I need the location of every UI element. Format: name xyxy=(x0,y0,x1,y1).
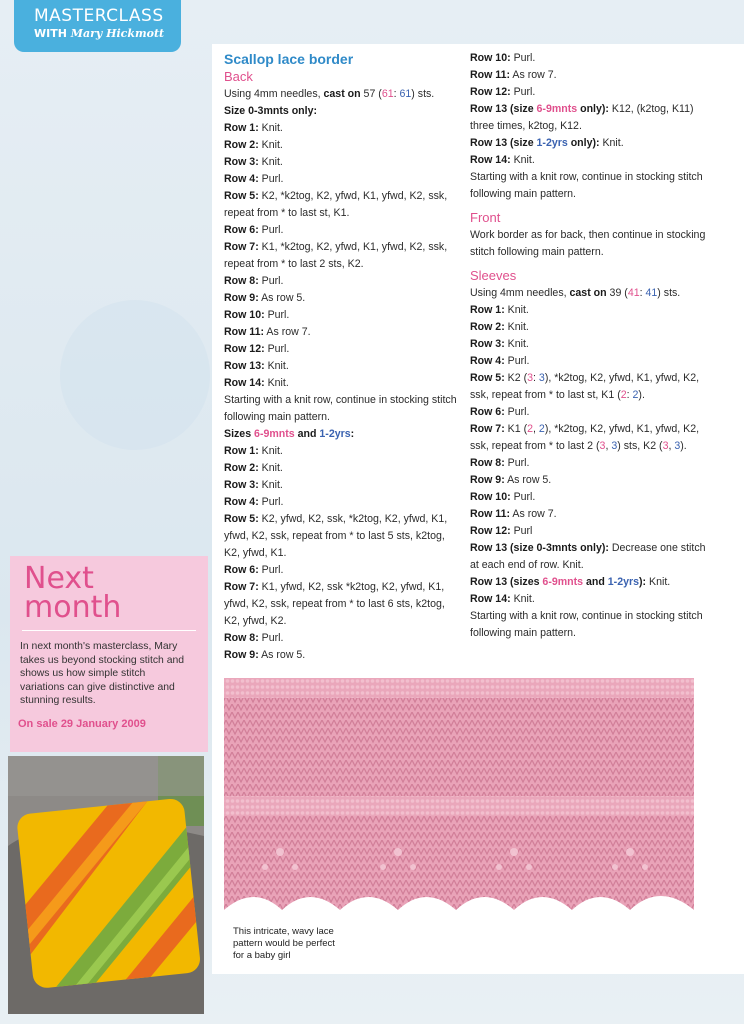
pattern-line xyxy=(470,455,710,472)
pattern-line xyxy=(224,103,460,120)
text-run: 3 xyxy=(527,372,534,384)
pattern-line xyxy=(470,540,710,574)
text-run: Starting with a knit row, continue in stocking stitch following main pattern. xyxy=(470,610,703,639)
pattern-line xyxy=(224,341,460,358)
text-run: Row 9: xyxy=(470,474,505,486)
pattern-line xyxy=(470,404,710,421)
text-run: 3 xyxy=(674,440,681,452)
text-run: Purl. xyxy=(510,86,536,98)
text-run: Row 1: xyxy=(470,304,505,316)
text-run: Knit. xyxy=(504,338,529,350)
text-run: Row 10: xyxy=(470,491,511,503)
pattern-line xyxy=(224,443,460,460)
text-run: Knit. xyxy=(504,321,529,333)
text-run: Purl. xyxy=(510,491,536,503)
text-run: Row 14: xyxy=(224,377,265,389)
text-run: Row 6: xyxy=(224,224,259,236)
text-run: cast on xyxy=(323,88,361,100)
text-run: Row 2: xyxy=(224,139,259,151)
text-run: Knit. xyxy=(258,462,283,474)
text-run: Purl. xyxy=(258,275,284,287)
text-run: Row 13 (size xyxy=(470,137,537,149)
badge-title: MASTERCLASS xyxy=(34,6,164,26)
text-run: Row 9: xyxy=(224,292,259,304)
pattern-line xyxy=(224,647,460,664)
text-run: Row 7: xyxy=(470,423,505,435)
text-run: : xyxy=(533,372,539,384)
text-run: Row 4: xyxy=(470,355,505,367)
next-month-title-line1: Next xyxy=(24,561,94,596)
text-run: K1, yfwd, K2, ssk *k2tog, K2, yfwd, K1, yfwd, K2, ssk, repeat from * to last 6 sts, k2tog, K2, yfwd, K2. xyxy=(224,581,445,627)
text-run: K2, *k2tog, K2, yfwd, K1, yfwd, K2, ssk, repeat from * to last st, K1. xyxy=(224,190,448,219)
text-run: Knit. xyxy=(258,445,283,457)
pattern-line xyxy=(224,562,460,579)
pattern-line xyxy=(470,302,710,319)
text-run: Knit. xyxy=(258,156,283,168)
text-run: Knit. xyxy=(646,576,671,588)
pattern-line xyxy=(224,120,460,137)
text-run: 2 xyxy=(538,423,545,435)
text-run: As row 5. xyxy=(258,292,306,304)
section-subheading: Sleeves xyxy=(470,268,517,283)
text-run: : xyxy=(350,428,355,440)
text-run: Purl. xyxy=(258,224,284,236)
text-run: Purl. xyxy=(264,309,290,321)
text-run: , xyxy=(605,440,612,452)
pattern-column-left xyxy=(224,50,460,664)
text-run: Row 3: xyxy=(224,156,259,168)
masterclass-badge xyxy=(14,0,181,52)
pattern-line xyxy=(224,375,460,392)
text-run: Row 6: xyxy=(470,406,505,418)
pattern-line xyxy=(470,319,710,336)
text-run: 3 xyxy=(538,372,545,384)
pattern-line xyxy=(224,222,460,239)
text-run: Purl. xyxy=(504,355,530,367)
text-run: Purl. xyxy=(258,173,284,185)
text-run: Purl. xyxy=(510,52,536,64)
text-run: Knit. xyxy=(504,304,529,316)
pattern-line xyxy=(470,227,710,261)
text-run: ) sts. xyxy=(411,88,435,100)
text-run: Row 3: xyxy=(470,338,505,350)
section-heading: Scallop lace border xyxy=(224,51,354,67)
text-run: ) sts. xyxy=(657,287,681,299)
text-run: 1-2yrs xyxy=(319,428,351,440)
pattern-line xyxy=(470,370,710,404)
text-run: Row 13 (sizes xyxy=(470,576,543,588)
text-run: Purl. xyxy=(258,564,284,576)
pattern-line xyxy=(470,353,710,370)
text-run: 41 xyxy=(645,287,658,299)
text-run: ), *k2tog, K2, yfwd, K1, yfwd, K2, ssk, repeat from * to last 2 ( xyxy=(470,423,700,452)
text-run: 41 xyxy=(627,287,640,299)
text-run: 61 xyxy=(399,88,412,100)
text-run: Row 10: xyxy=(470,52,511,64)
text-run: Row 14: xyxy=(470,154,511,166)
lace-border-swatch-photo xyxy=(220,672,700,922)
text-run: Row 11: xyxy=(224,326,265,338)
text-run: Row 3: xyxy=(224,479,259,491)
pattern-line xyxy=(224,511,460,562)
text-run: Row 7: xyxy=(224,581,259,593)
pattern-line xyxy=(224,137,460,154)
text-run: only): xyxy=(567,137,600,149)
text-run: and xyxy=(583,576,608,588)
badge-with: WITH xyxy=(34,27,67,40)
text-run: 57 ( xyxy=(360,88,382,100)
text-run: K2, yfwd, K2, ssk, *k2tog, K2, yfwd, K1, yfwd, K2, ssk, repeat from * to last 5 sts, k2tog, K2, yfwd, K1. xyxy=(224,513,448,559)
text-run: Row 12: xyxy=(470,525,511,537)
pattern-line xyxy=(470,608,710,642)
text-run: Starting with a knit row, continue in stocking stitch following main pattern. xyxy=(224,394,457,423)
text-run: Knit. xyxy=(258,139,283,151)
pattern-line xyxy=(470,336,710,353)
pattern-line xyxy=(470,50,710,67)
text-run: Row 7: xyxy=(224,241,259,253)
text-run: : xyxy=(393,88,400,100)
text-run: Row 5: xyxy=(224,190,259,202)
text-run: Purl. xyxy=(258,632,284,644)
cushion-photo xyxy=(8,756,204,1014)
text-run: As row 7. xyxy=(510,508,557,520)
pattern-line xyxy=(224,477,460,494)
text-run: Row 5: xyxy=(470,372,505,384)
text-run: Size 0-3mnts only: xyxy=(224,105,318,117)
text-run: Purl. xyxy=(264,343,290,355)
on-sale-date: 29 January 2009 xyxy=(60,718,146,730)
next-month-title-line2: month xyxy=(24,590,122,625)
pattern-line xyxy=(470,523,710,540)
text-run: 1-2yrs xyxy=(607,576,639,588)
pattern-line xyxy=(470,101,710,135)
text-run: ). xyxy=(680,440,687,452)
text-run: 6-9mnts xyxy=(536,103,578,115)
text-run: As row 5. xyxy=(258,649,306,661)
next-month-divider xyxy=(22,630,196,631)
background-decoration xyxy=(60,300,210,450)
pattern-line xyxy=(224,239,460,273)
text-run: Row 11: xyxy=(470,69,511,81)
pattern-line xyxy=(470,421,710,455)
text-run: Knit. xyxy=(510,154,535,166)
text-run: 3 xyxy=(599,440,606,452)
text-run: 3 xyxy=(662,440,669,452)
text-run: Row 9: xyxy=(224,649,259,661)
pattern-line xyxy=(224,290,460,307)
text-run: and xyxy=(294,428,320,440)
text-run: Using 4mm needles, xyxy=(224,88,324,100)
text-run: Row 5: xyxy=(224,513,259,525)
section-subheading: Back xyxy=(224,69,253,84)
text-run: Row 8: xyxy=(470,457,505,469)
text-run: As row 5. xyxy=(504,474,552,486)
pattern-line xyxy=(470,67,710,84)
text-run: ). xyxy=(638,389,645,401)
text-run: 2 xyxy=(632,389,639,401)
text-run: cast on xyxy=(569,287,607,299)
text-run: : xyxy=(626,389,633,401)
section-subheading: Front xyxy=(470,210,501,225)
pattern-line xyxy=(224,460,460,477)
text-run: ), *k2tog, K2, yfwd, K1, yfwd, K2, ssk, repeat from * to last st, K1 ( xyxy=(470,372,700,401)
text-run: Row 4: xyxy=(224,496,259,508)
badge-author: Mary Hickmott xyxy=(70,27,165,40)
text-run: 1-2yrs xyxy=(536,137,568,149)
text-run: Using 4mm needles, xyxy=(470,287,570,299)
text-run: Sizes xyxy=(224,428,255,440)
text-run: Purl. xyxy=(504,406,530,418)
pattern-line xyxy=(224,188,460,222)
photo-caption: This intricate, wavy lace pattern would be perfect for a baby girl xyxy=(233,926,335,961)
pattern-column-right xyxy=(470,50,710,642)
text-run: only): xyxy=(577,103,609,115)
text-run: Knit. xyxy=(599,137,624,149)
on-sale-label: On sale xyxy=(18,718,58,730)
text-run: , xyxy=(533,423,539,435)
text-run: Row 10: xyxy=(224,309,265,321)
text-run: Purl. xyxy=(504,457,530,469)
text-run: 3 xyxy=(611,440,618,452)
text-run: Decrease one stitch at each end of row. Knit. xyxy=(470,542,706,571)
pattern-line xyxy=(224,324,460,341)
pattern-line xyxy=(224,426,460,443)
pattern-line xyxy=(224,494,460,511)
text-run: Purl. xyxy=(258,496,284,508)
pattern-line xyxy=(470,472,710,489)
text-run: Row 14: xyxy=(470,593,511,605)
badge-byline xyxy=(34,27,164,40)
text-run: 39 ( xyxy=(606,287,628,299)
text-run: Row 6: xyxy=(224,564,259,576)
text-run: Row 1: xyxy=(224,445,259,457)
text-run: Knit. xyxy=(258,122,283,134)
text-run: Knit. xyxy=(264,377,289,389)
text-run: Purl xyxy=(510,525,533,537)
next-month-text: In next month's masterclass, Mary takes us beyond stocking stitch and shows us how simple stitch variations can give distinctive and stunning results. xyxy=(20,641,185,706)
text-run: Knit. xyxy=(510,593,535,605)
pattern-line xyxy=(224,358,460,375)
text-run: As row 7. xyxy=(510,69,557,81)
text-run: Row 4: xyxy=(224,173,259,185)
text-run: ) sts, K2 ( xyxy=(617,440,663,452)
pattern-line xyxy=(470,285,710,302)
text-run: Row 13 (size 0-3mnts only): xyxy=(470,542,609,554)
text-run: Work border as for back, then continue in stocking stitch following main pattern. xyxy=(470,229,706,258)
pattern-line xyxy=(224,579,460,630)
pattern-line xyxy=(224,154,460,171)
pattern-line xyxy=(224,86,460,103)
on-sale-line xyxy=(18,718,146,730)
text-run: K12, (k2tog, K11) three times, k2tog, K12. xyxy=(470,103,694,132)
text-run: , xyxy=(668,440,675,452)
text-run: Row 2: xyxy=(470,321,505,333)
text-run: 6-9mnts xyxy=(542,576,584,588)
text-run: Row 1: xyxy=(224,122,259,134)
pattern-line xyxy=(470,84,710,101)
text-run: K1, *k2tog, K2, yfwd, K1, yfwd, K2, ssk, repeat from * to last 2 sts, K2. xyxy=(224,241,448,270)
next-month-box xyxy=(10,556,208,752)
pattern-line xyxy=(470,574,710,591)
text-run: Row 13 (size xyxy=(470,103,537,115)
pattern-line xyxy=(224,171,460,188)
pattern-line xyxy=(224,273,460,290)
pattern-line xyxy=(224,392,460,426)
text-run: Row 13: xyxy=(224,360,265,372)
text-run: 61 xyxy=(381,88,394,100)
text-run: K1 ( xyxy=(504,423,528,435)
text-run: 2 xyxy=(620,389,627,401)
text-run: 2 xyxy=(527,423,534,435)
text-run: As row 7. xyxy=(264,326,311,338)
text-run: Row 8: xyxy=(224,275,259,287)
text-run: Knit. xyxy=(258,479,283,491)
text-run: K2 ( xyxy=(504,372,528,384)
text-run: Row 8: xyxy=(224,632,259,644)
pattern-line xyxy=(224,307,460,324)
pattern-line xyxy=(470,135,710,152)
text-run: 6-9mnts xyxy=(254,428,295,440)
text-run: Starting with a knit row, continue in stocking stitch following main pattern. xyxy=(470,171,703,200)
pattern-line xyxy=(224,630,460,647)
text-run: : xyxy=(639,287,646,299)
text-run: Knit. xyxy=(264,360,289,372)
text-run: Row 12: xyxy=(470,86,511,98)
pattern-line xyxy=(470,506,710,523)
text-run: ): xyxy=(639,576,647,588)
text-run: Row 12: xyxy=(224,343,265,355)
next-month-title xyxy=(24,561,122,625)
pattern-line xyxy=(470,169,710,203)
pattern-line xyxy=(470,152,710,169)
pattern-line xyxy=(470,591,710,608)
text-run: Row 11: xyxy=(470,508,511,520)
pattern-line xyxy=(470,489,710,506)
text-run: Row 2: xyxy=(224,462,259,474)
